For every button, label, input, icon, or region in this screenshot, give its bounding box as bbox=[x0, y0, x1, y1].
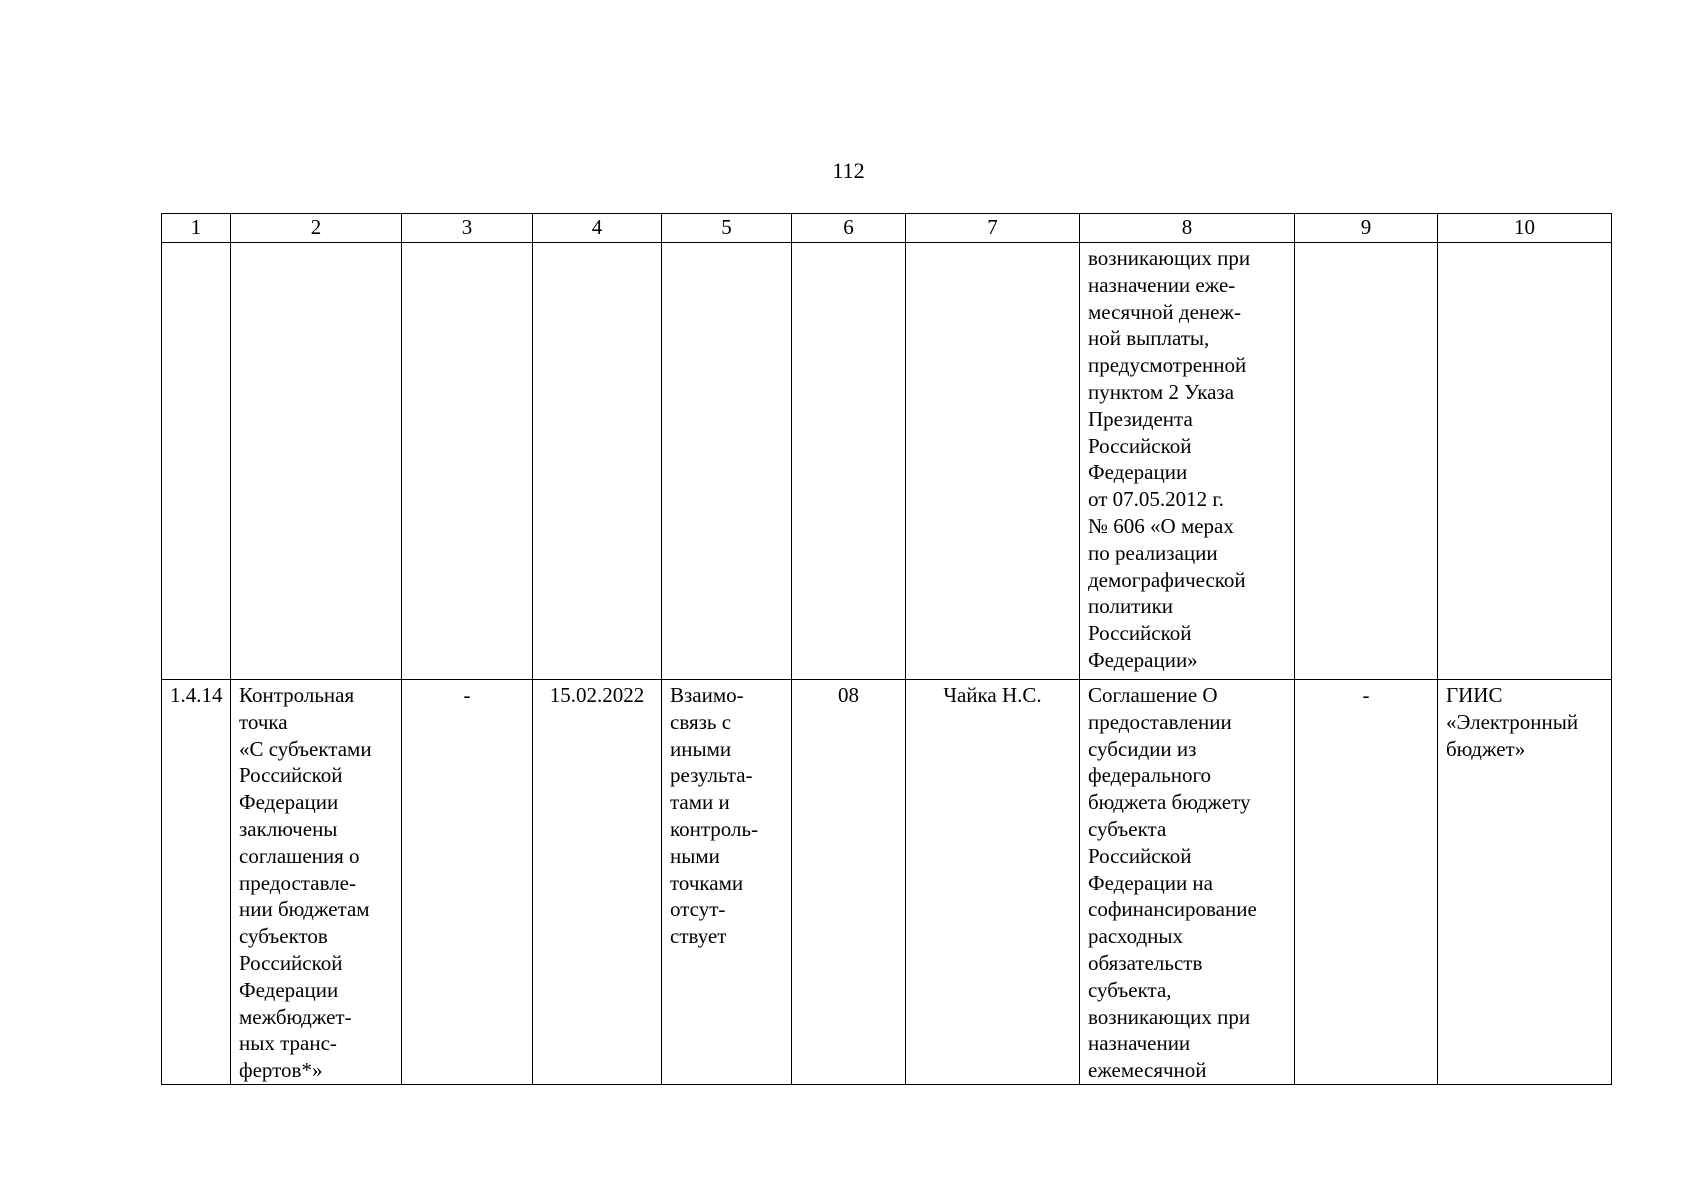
cell-text: Чайка Н.С. bbox=[943, 683, 1042, 707]
table-cell bbox=[792, 243, 906, 680]
table-cell bbox=[1295, 243, 1438, 680]
cell-text: - bbox=[1362, 683, 1370, 707]
schedule-table bbox=[161, 213, 1612, 1085]
column-header: 6 bbox=[792, 214, 906, 243]
table-cell bbox=[906, 243, 1080, 680]
cell-text: возникающих при назначении еже- месячной денеж- ной выплаты, предусмотренной пунктом 2 Указа Президента Российской Федерации от 07.05.2012 г. № 606 «О мерах по реализации демографической политики Российской Федерации» bbox=[1088, 246, 1251, 672]
column-header: 10 bbox=[1438, 214, 1612, 243]
table-row-continuation bbox=[162, 243, 1612, 680]
row-number: 1.4.14 bbox=[170, 683, 223, 707]
column-header: 2 bbox=[231, 214, 402, 243]
cell-date: 15.02.2022 bbox=[549, 683, 645, 707]
table-cell bbox=[662, 680, 792, 1085]
table-row-1-4-14 bbox=[162, 680, 1612, 1085]
page-number: 112 bbox=[832, 158, 865, 183]
table-cell bbox=[792, 680, 906, 1085]
column-header: 1 bbox=[162, 214, 231, 243]
table-cell bbox=[906, 680, 1080, 1085]
column-header: 4 bbox=[533, 214, 662, 243]
table-cell bbox=[533, 680, 662, 1085]
table-cell bbox=[1295, 680, 1438, 1085]
table-cell bbox=[162, 243, 231, 680]
table-cell bbox=[533, 243, 662, 680]
table-cell bbox=[231, 680, 402, 1085]
column-header: 3 bbox=[402, 214, 533, 243]
table-cell bbox=[662, 243, 792, 680]
column-header: 9 bbox=[1295, 214, 1438, 243]
cell-text: 08 bbox=[838, 683, 859, 707]
table-cell bbox=[1438, 680, 1612, 1085]
header-row bbox=[162, 214, 1612, 243]
table-cell bbox=[162, 680, 231, 1085]
table-cell bbox=[1438, 243, 1612, 680]
table-cell bbox=[402, 680, 533, 1085]
table-cell bbox=[402, 243, 533, 680]
cell-text: Контрольная точка «С субъектами Российской Федерации заключены соглашения о предоставле- нии бюджетам субъектов Российской Федерации межбюджет- ных транс- фертов*» bbox=[239, 683, 372, 1083]
table-cell bbox=[231, 243, 402, 680]
cell-text: Соглашение О предоставлении субсидии из федерального бюджета бюджету субъекта Российской Федерации на софинансирование расходных обязательств субъекта, возникающих при назначении ежемесячной bbox=[1088, 683, 1257, 1083]
cell-text: - bbox=[463, 683, 471, 707]
cell-text: ГИИС «Электронный бюджет» bbox=[1446, 683, 1579, 761]
column-header: 8 bbox=[1080, 214, 1295, 243]
table-cell bbox=[1080, 680, 1295, 1085]
column-header: 5 bbox=[662, 214, 792, 243]
cell-text: Взаимо- связь с иными результа- тами и контроль- ными точками отсут- ствует bbox=[670, 683, 759, 949]
table-cell bbox=[1080, 243, 1295, 680]
column-header: 7 bbox=[906, 214, 1080, 243]
